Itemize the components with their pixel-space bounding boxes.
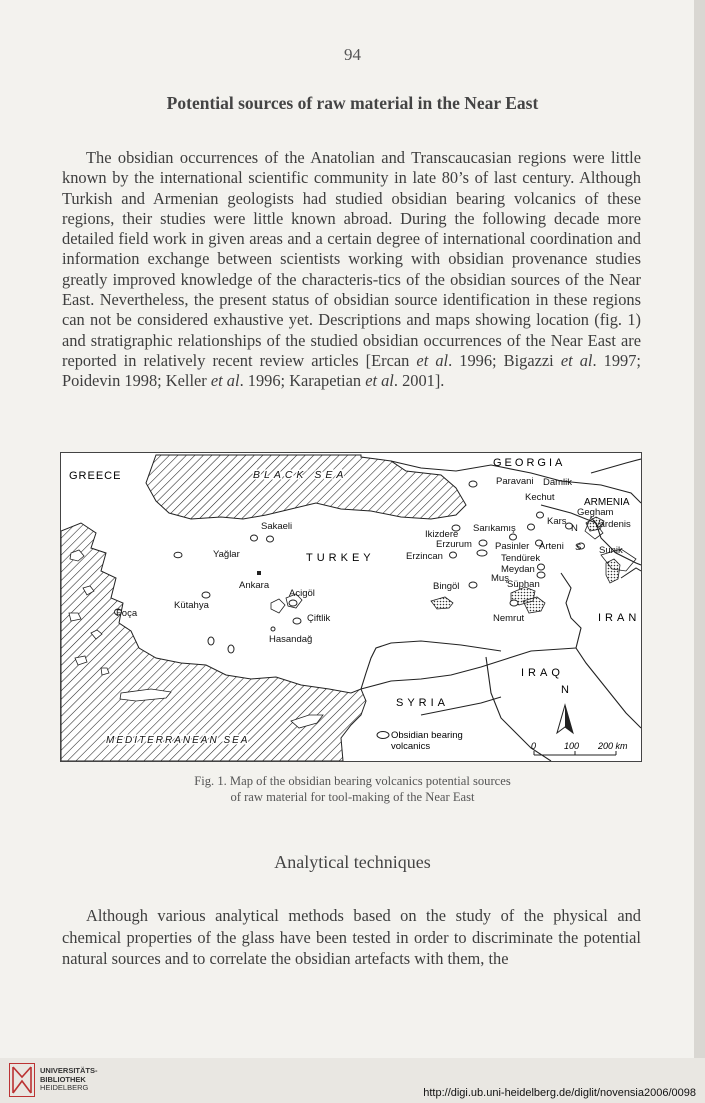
svg-text:Paravani: Paravani xyxy=(496,476,534,487)
scale-100: 100 xyxy=(564,741,580,751)
svg-text:Foça: Foça xyxy=(116,608,138,619)
svg-text:Kars: Kars xyxy=(547,516,567,527)
svg-text:volcanics: volcanics xyxy=(391,741,431,752)
svg-text:Erzurum: Erzurum xyxy=(436,539,472,550)
north-label: N xyxy=(561,684,569,696)
label-iraq: IRAQ xyxy=(521,667,564,679)
lake-urmia xyxy=(606,559,620,583)
source-url-link[interactable]: http://digi.ub.uni-heidelberg.de/diglit/novensia2006/0098 xyxy=(423,1087,696,1099)
svg-text:Muş: Muş xyxy=(491,573,509,584)
svg-text:Meydan: Meydan xyxy=(501,564,535,575)
svg-text:Kütahya: Kütahya xyxy=(174,600,209,611)
figure-map xyxy=(60,452,642,762)
svg-text:Sunik: Sunik xyxy=(599,545,623,556)
label-greece: GREECE xyxy=(69,470,122,482)
svg-text:Ikizdere: Ikizdere xyxy=(425,529,459,540)
svg-text:Tendürek: Tendürek xyxy=(501,553,541,564)
paragraph-2: Although various analytical methods based on the study of the physical and chemical properties of the glass have been tested in order to discriminate the potential natural sources and to correlate the obsidian artefacts with them, the xyxy=(62,906,641,968)
svg-text:Kechut: Kechut xyxy=(525,492,555,503)
black-sea-area xyxy=(146,455,466,519)
label-syria: SYRIA xyxy=(396,697,450,709)
svg-text:Vardenis: Vardenis xyxy=(594,519,631,530)
label-turkey: TURKEY xyxy=(306,552,375,564)
svg-text:S: S xyxy=(575,542,582,553)
svg-text:Sarıkamış: Sarıkamış xyxy=(473,523,516,534)
svg-text:Gegham: Gegham xyxy=(577,507,614,518)
label-iran: IRAN xyxy=(598,612,641,624)
svg-text:N: N xyxy=(571,523,578,534)
paragraph-1: The obsidian occurrences of the Anatolian and Transcaucasian regions were little known by the international scientific community in late 80’s of last century. Although Turkish and Armenian geologists had studied obsidian bearing volcanics of these regions, their studies were little known abroad. During the following decade more detailed field work in given areas and a certain degree of international coordination and information exchange between scientists working with obsidian provenance studies greatly improved knowledge of the characteris-tics of the obsidian sources of the Near East. Nevertheless, the present status of obsidian source identification in these regions can not be considered exhaustive yet. Descriptions and maps showing location (fig. 1) and stratigraphic relationships of the studied obsidian occurrences of the Near East are reported in relatively recent review articles [Ercan et al. 1996; Bigazzi et al. 1997; Poidevin 1998; Keller et al. 1996; Karapetian et al. 2001]. xyxy=(62,148,641,391)
section-title: Potential sources of raw material in the Near East xyxy=(166,93,539,113)
svg-text:Ankara: Ankara xyxy=(239,580,270,591)
page-edge xyxy=(694,0,705,1058)
svg-text:Damlik: Damlik xyxy=(543,477,573,488)
legend-label: Obsidian bearing xyxy=(391,730,463,741)
svg-text:Bingöl: Bingöl xyxy=(433,581,460,592)
svg-text:Acigöl: Acigöl xyxy=(289,588,315,599)
figure-caption: Fig. 1. Map of the obsidian bearing volcanics potential sources of raw material for tool-making of the Near East xyxy=(194,774,511,804)
page-number: 94 xyxy=(344,45,361,64)
svg-text:Arteni: Arteni xyxy=(539,541,564,552)
scale-200: 200 km xyxy=(598,741,628,751)
label-armenia: ARMENIA xyxy=(584,497,630,508)
label-black-sea: BLACK SEA xyxy=(253,469,348,481)
label-mediterranean: MEDITERRANEAN SEA xyxy=(106,735,250,746)
library-logo-icon[interactable] xyxy=(9,1063,35,1097)
svg-text:Süphan: Süphan xyxy=(507,579,540,590)
section-heading: Analytical techniques xyxy=(274,852,431,872)
svg-text:Pasinler: Pasinler xyxy=(495,541,530,552)
svg-text:Çiftlik: Çiftlik xyxy=(307,613,331,624)
svg-text:Erzincan: Erzincan xyxy=(406,551,443,562)
svg-text:Sakaeli: Sakaeli xyxy=(261,521,293,532)
svg-text:Hasandağ: Hasandağ xyxy=(269,634,313,645)
label-georgia: GEORGIA xyxy=(493,457,566,469)
scale-0: 0 xyxy=(531,741,537,751)
svg-text:Yağlar: Yağlar xyxy=(213,549,240,560)
svg-text:Nemrut: Nemrut xyxy=(493,613,525,624)
library-name[interactable]: UNIVERSITÄTS- BIBLIOTHEK HEIDELBERG xyxy=(40,1066,98,1092)
